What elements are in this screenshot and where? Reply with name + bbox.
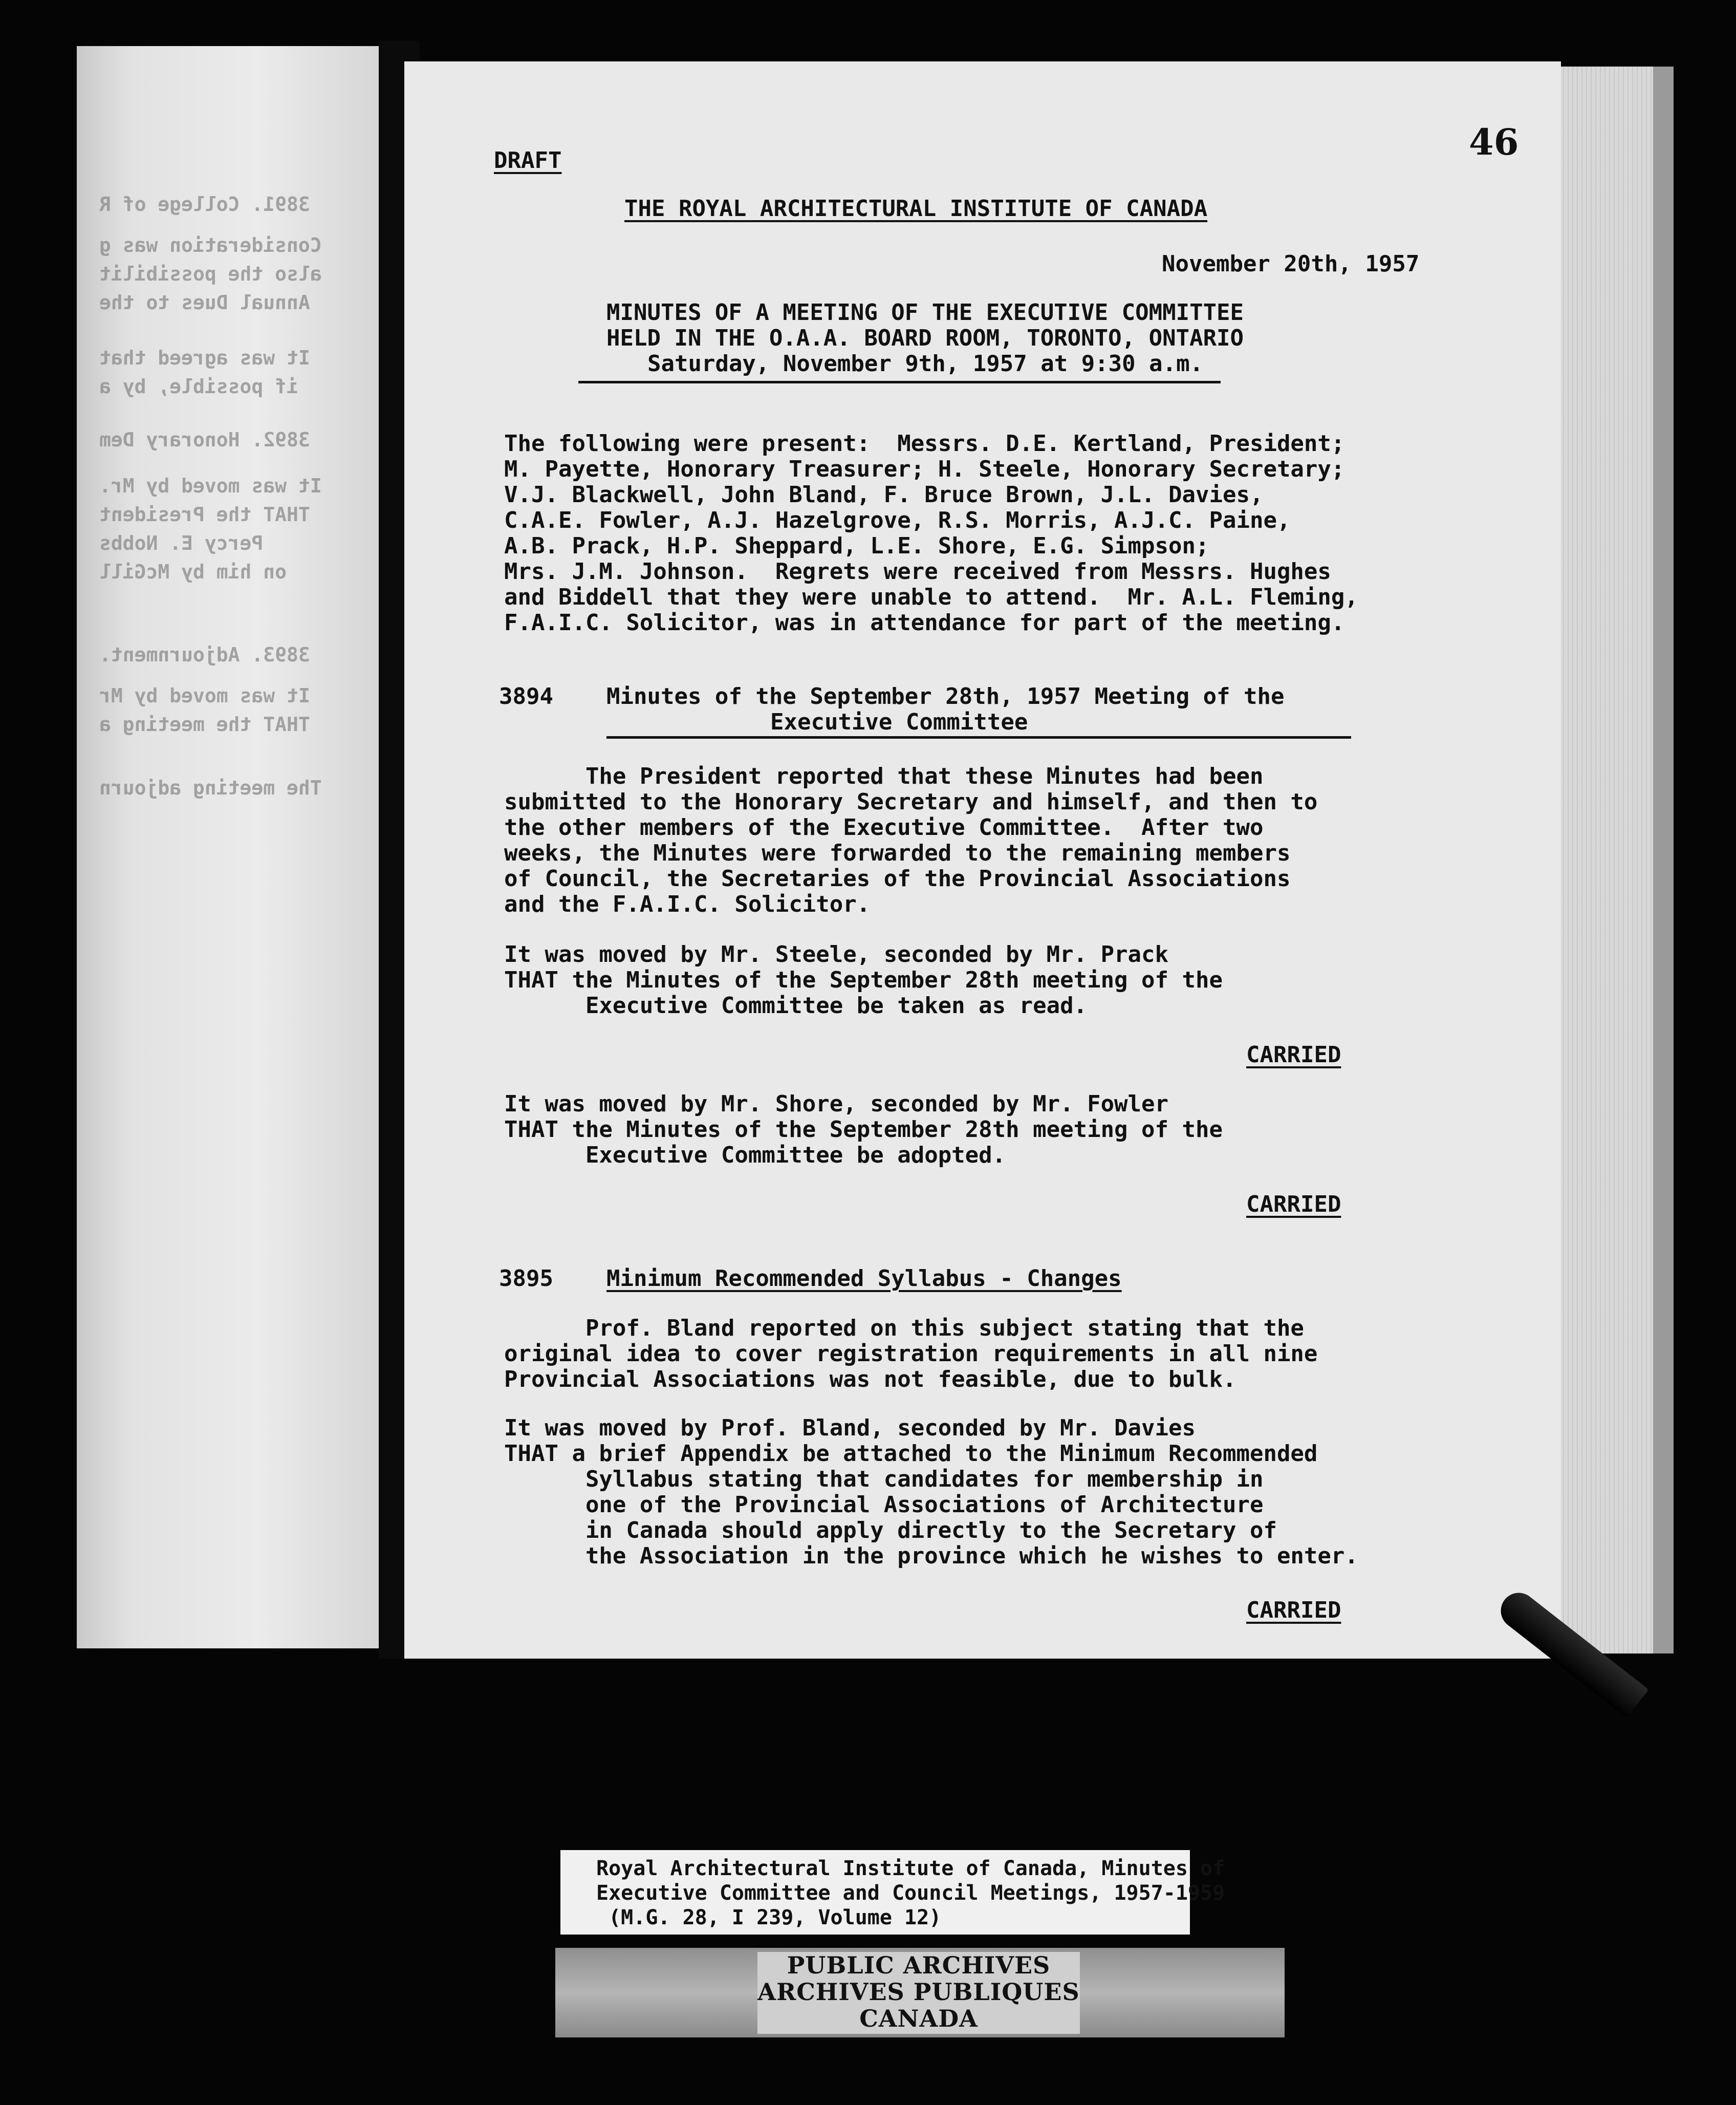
left-page-line: also the possibilit	[99, 263, 322, 285]
motion-line: in Canada should apply directly to the Secretary of	[504, 1517, 1277, 1543]
left-page-line: 3892. Honorary Dem	[99, 428, 310, 451]
heading-rule	[578, 381, 1221, 383]
carried-stamp: CARRIED	[1246, 1042, 1341, 1068]
document-date: November 20th, 1957	[1162, 251, 1420, 277]
carried-stamp: CARRIED	[1246, 1191, 1341, 1217]
archives-stamp-line-2: ARCHIVES PUBLIQUES	[757, 1978, 1080, 2006]
attendance-line: Mrs. J.M. Johnson. Regrets were received from Messrs. Hughes	[504, 559, 1331, 585]
left-page-line: Percy E. Nobbs	[99, 532, 264, 554]
archives-stamp-line-3: CANADA	[859, 2005, 978, 2032]
motion-line: THAT the Minutes of the September 28th meeting of the	[504, 967, 1223, 993]
left-facing-page	[77, 46, 379, 1648]
motion-line: one of the Provincial Associations of Architecture	[504, 1492, 1264, 1518]
left-page-line: It was moved by Mr	[99, 684, 310, 707]
item-3894-title-rule	[606, 736, 1351, 739]
report-line: of Council, the Secretaries of the Provincial Associations	[504, 866, 1291, 892]
page-edges	[1551, 67, 1674, 1653]
left-page-line: THAT the meeting a	[99, 713, 310, 736]
heading-line-3: Saturday, November 9th, 1957 at 9:30 a.m.	[647, 351, 1204, 377]
motion-line: THAT a brief Appendix be attached to the Minimum Recommended	[504, 1441, 1318, 1467]
motion-line: It was moved by Prof. Bland, seconded by Mr. Davies	[504, 1415, 1196, 1441]
motion-line: It was moved by Mr. Shore, seconded by Mr. Fowler	[504, 1091, 1169, 1117]
attendance-line: F.A.I.C. Solicitor, was in attendance for part of the meeting.	[504, 610, 1345, 636]
report-line: submitted to the Honorary Secretary and himself, and then to	[504, 789, 1318, 815]
attendance-line: A.B. Prack, H.P. Sheppard, L.E. Shore, E.G. Simpson;	[504, 533, 1209, 559]
report-line: Provincial Associations was not feasible, due to bulk.	[504, 1366, 1236, 1392]
item-number-3895: 3895	[499, 1265, 553, 1292]
archives-stamp-label	[757, 1952, 1080, 2034]
motion-line: Syllabus stating that candidates for membership in	[504, 1466, 1264, 1492]
carried-stamp: CARRIED	[1246, 1597, 1341, 1623]
citation-line-1: Royal Architectural Institute of Canada, Minutes of	[596, 1857, 1225, 1880]
archives-stamp-line-1: PUBLIC ARCHIVES	[787, 1951, 1051, 1979]
item-3895-title: Minimum Recommended Syllabus - Changes	[606, 1265, 1122, 1292]
left-page-line: 3891. College of R	[99, 193, 310, 216]
report-line: weeks, the Minutes were forwarded to the remaining members	[504, 840, 1291, 866]
left-page-line: 3893. Adjournment.	[99, 643, 310, 666]
draft-label: DRAFT	[494, 147, 562, 174]
report-line: and the F.A.I.C. Solicitor.	[504, 891, 871, 917]
report-line: The President reported that these Minutes had been	[504, 763, 1264, 789]
left-page-line: if possible, by a	[99, 375, 298, 398]
attendance-line: C.A.E. Fowler, A.J. Hazelgrove, R.S. Morris, A.J.C. Paine,	[504, 507, 1291, 533]
item-3894-title-line1: Minutes of the September 28th, 1957 Meeting of the	[606, 683, 1285, 710]
item-number-3894: 3894	[499, 683, 553, 710]
heading-line-1: MINUTES OF A MEETING OF THE EXECUTIVE COMMITTEE	[606, 299, 1244, 326]
motion-line: THAT the Minutes of the September 28th meeting of the	[504, 1116, 1223, 1143]
report-line: the other members of the Executive Committee. After two	[504, 814, 1264, 841]
page-number: 46	[1469, 121, 1519, 163]
citation-line-2: Executive Committee and Council Meetings, 1957-1959	[596, 1881, 1225, 1905]
report-line: original idea to cover registration requirements in all nine	[504, 1341, 1318, 1367]
left-page-line: Annual Dues to the	[99, 291, 310, 314]
org-title: THE ROYAL ARCHITECTURAL INSTITUTE OF CANADA	[624, 196, 1208, 222]
attendance-line: M. Payette, Honorary Treasurer; H. Steele, Honorary Secretary;	[504, 456, 1345, 482]
attendance-line: and Biddell that they were unable to attend. Mr. A.L. Fleming,	[504, 584, 1358, 610]
heading-line-2: HELD IN THE O.A.A. BOARD ROOM, TORONTO, ONTARIO	[606, 325, 1244, 351]
archives-stamp-band	[555, 1948, 1285, 2037]
citation-slip	[560, 1850, 1225, 1935]
left-page-line: It was moved by Mr.	[99, 475, 322, 497]
attendance-line: V.J. Blackwell, John Bland, F. Bruce Brown, J.L. Davies,	[504, 482, 1264, 508]
motion-line: Executive Committee be adopted.	[504, 1142, 1006, 1168]
motion-line: the Association in the province which he wishes to enter.	[504, 1543, 1358, 1569]
document-page	[404, 61, 1561, 1659]
left-page-line: THAT the President	[99, 503, 310, 526]
citation-line-3: (M.G. 28, I 239, Volume 12)	[596, 1906, 942, 1929]
item-3894-title-line2: Executive Committee	[770, 709, 1028, 735]
attendance-line: The following were present: Messrs. D.E. Kertland, President;	[504, 431, 1345, 457]
motion-line: It was moved by Mr. Steele, seconded by Mr. Prack	[504, 941, 1169, 968]
left-page-line: It was agreed that	[99, 347, 310, 369]
left-page-line: Consideration was g	[99, 234, 322, 256]
left-page-line: on him by McGill	[99, 561, 287, 583]
left-page-mirrored-text	[77, 46, 379, 1648]
left-page-line: The meeting adjourn	[99, 777, 322, 799]
report-line: Prof. Bland reported on this subject stating that the	[504, 1315, 1304, 1341]
motion-line: Executive Committee be taken as read.	[504, 993, 1088, 1019]
